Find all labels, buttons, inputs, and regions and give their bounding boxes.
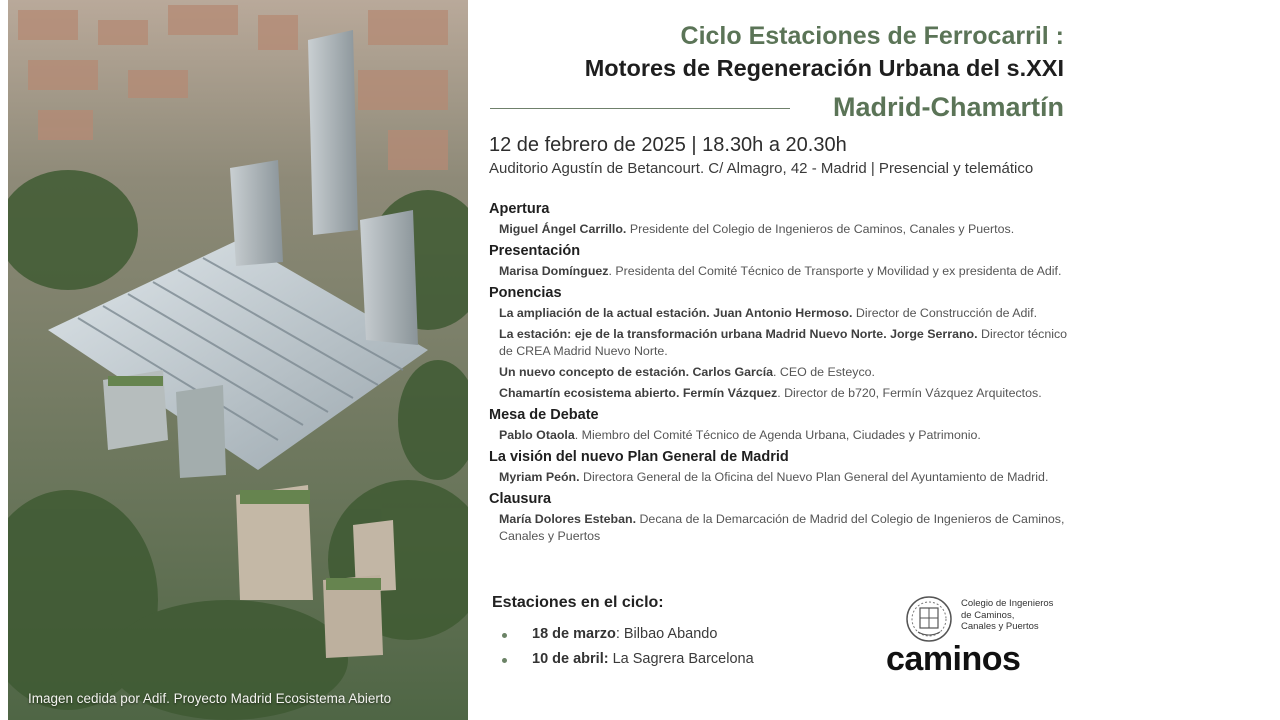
program-entry	[499, 326, 1069, 360]
program-agenda	[489, 200, 1069, 549]
institution-line: Canales y Puertos	[961, 621, 1039, 632]
institution-line: de Caminos,	[961, 609, 1015, 621]
program-entry	[499, 263, 1069, 280]
program-entry	[499, 469, 1069, 486]
bullet-icon	[502, 658, 507, 663]
entry-speaker: La ampliación de la actual estación. Juan Antonio Hermoso.	[499, 306, 853, 320]
institution-line: Colegio de Ingenieros	[961, 598, 1054, 609]
station-illustration	[8, 0, 468, 720]
caminos-logo	[886, 594, 1066, 684]
entry-description: Director técnico de CREA Madrid Nuevo Norte.	[499, 327, 1068, 358]
program-section	[489, 448, 1069, 486]
bullet-icon	[502, 633, 507, 638]
program-entry	[499, 511, 1069, 545]
section-title: Mesa de Debate	[489, 407, 599, 423]
entry-speaker: Myriam Peón.	[499, 470, 580, 484]
event-date-time: 12 de febrero de 2025 | 18.30h a 20.30h	[489, 134, 847, 156]
image-credit-caption: Imagen cedida por Adif. Proyecto Madrid Ecosistema Abierto	[28, 691, 392, 706]
section-title: Ponencias	[489, 285, 562, 301]
entry-speaker: La estación: eje de la transformación urbana Madrid Nuevo Norte. Jorge Serrano.	[499, 327, 978, 341]
program-entry	[499, 305, 1069, 322]
program-entry	[499, 364, 1069, 381]
list-item	[500, 622, 754, 647]
program-section	[489, 490, 1069, 545]
entry-speaker: Chamartín ecosistema abierto. Fermín Vázquez	[499, 386, 778, 400]
entry-speaker: Pablo Otaola	[499, 428, 575, 442]
section-title: Presentación	[489, 243, 581, 259]
location-title: Madrid-Chamartín	[832, 92, 1064, 122]
entry-speaker: Marisa Domínguez	[499, 264, 609, 278]
cycle-station: La Sagrera Barcelona	[608, 651, 754, 667]
section-title: La visión del nuevo Plan General de Madrid	[489, 449, 789, 465]
event-venue: Auditorio Agustín de Betancourt. C/ Almagro, 42 - Madrid | Presencial y telemático	[489, 160, 1034, 177]
cycle-date: 10 de abril:	[532, 651, 609, 667]
title-divider	[490, 108, 790, 109]
cycle-stations-list	[500, 622, 754, 672]
entry-description: Directora General de la Oficina del Nuevo Plan General del Ayuntamiento de Madrid.	[579, 470, 1049, 484]
list-item	[500, 647, 754, 672]
program-section	[489, 242, 1069, 280]
section-title: Clausura	[489, 491, 552, 507]
event-subtitle: Motores de Regeneración Urbana del s.XXI	[584, 55, 1064, 81]
cycle-station: : Bilbao Abando	[615, 626, 718, 642]
institution-name	[961, 598, 1053, 633]
program-section	[489, 406, 1069, 444]
entry-speaker: Miguel Ángel Carrillo.	[499, 222, 627, 236]
aerial-station-image	[8, 0, 468, 720]
entry-description: . Director de b720, Fermín Vázquez Arquitectos.	[777, 386, 1042, 400]
cycle-stations-title: Estaciones en el ciclo:	[492, 594, 664, 611]
program-entry	[499, 385, 1069, 402]
program-entry	[499, 427, 1069, 444]
entry-description: Director de Construcción de Adif.	[852, 306, 1038, 320]
crest-icon	[904, 594, 954, 644]
series-title: Ciclo Estaciones de Ferrocarril :	[680, 22, 1064, 50]
program-entry	[499, 221, 1069, 238]
entry-description: . CEO de Esteyco.	[773, 365, 875, 379]
entry-description: . Presidenta del Comité Técnico de Transporte y Movilidad y ex presidenta de Adif.	[608, 264, 1062, 278]
entry-description: Decana de la Demarcación de Madrid del Colegio de Ingenieros de Caminos, Canales y Puertos	[499, 512, 1065, 543]
entry-description: . Miembro del Comité Técnico de Agenda Urbana, Ciudades y Patrimonio.	[574, 428, 981, 442]
section-title: Apertura	[489, 201, 550, 217]
brand-wordmark: caminos	[886, 640, 1021, 678]
entry-speaker: María Dolores Esteban.	[499, 512, 637, 526]
cycle-date: 18 de marzo	[532, 626, 616, 642]
program-section	[489, 284, 1069, 402]
program-section	[489, 200, 1069, 238]
entry-speaker: Un nuevo concepto de estación. Carlos García	[499, 365, 774, 379]
entry-description: Presidente del Colegio de Ingenieros de Caminos, Canales y Puertos.	[626, 222, 1015, 236]
